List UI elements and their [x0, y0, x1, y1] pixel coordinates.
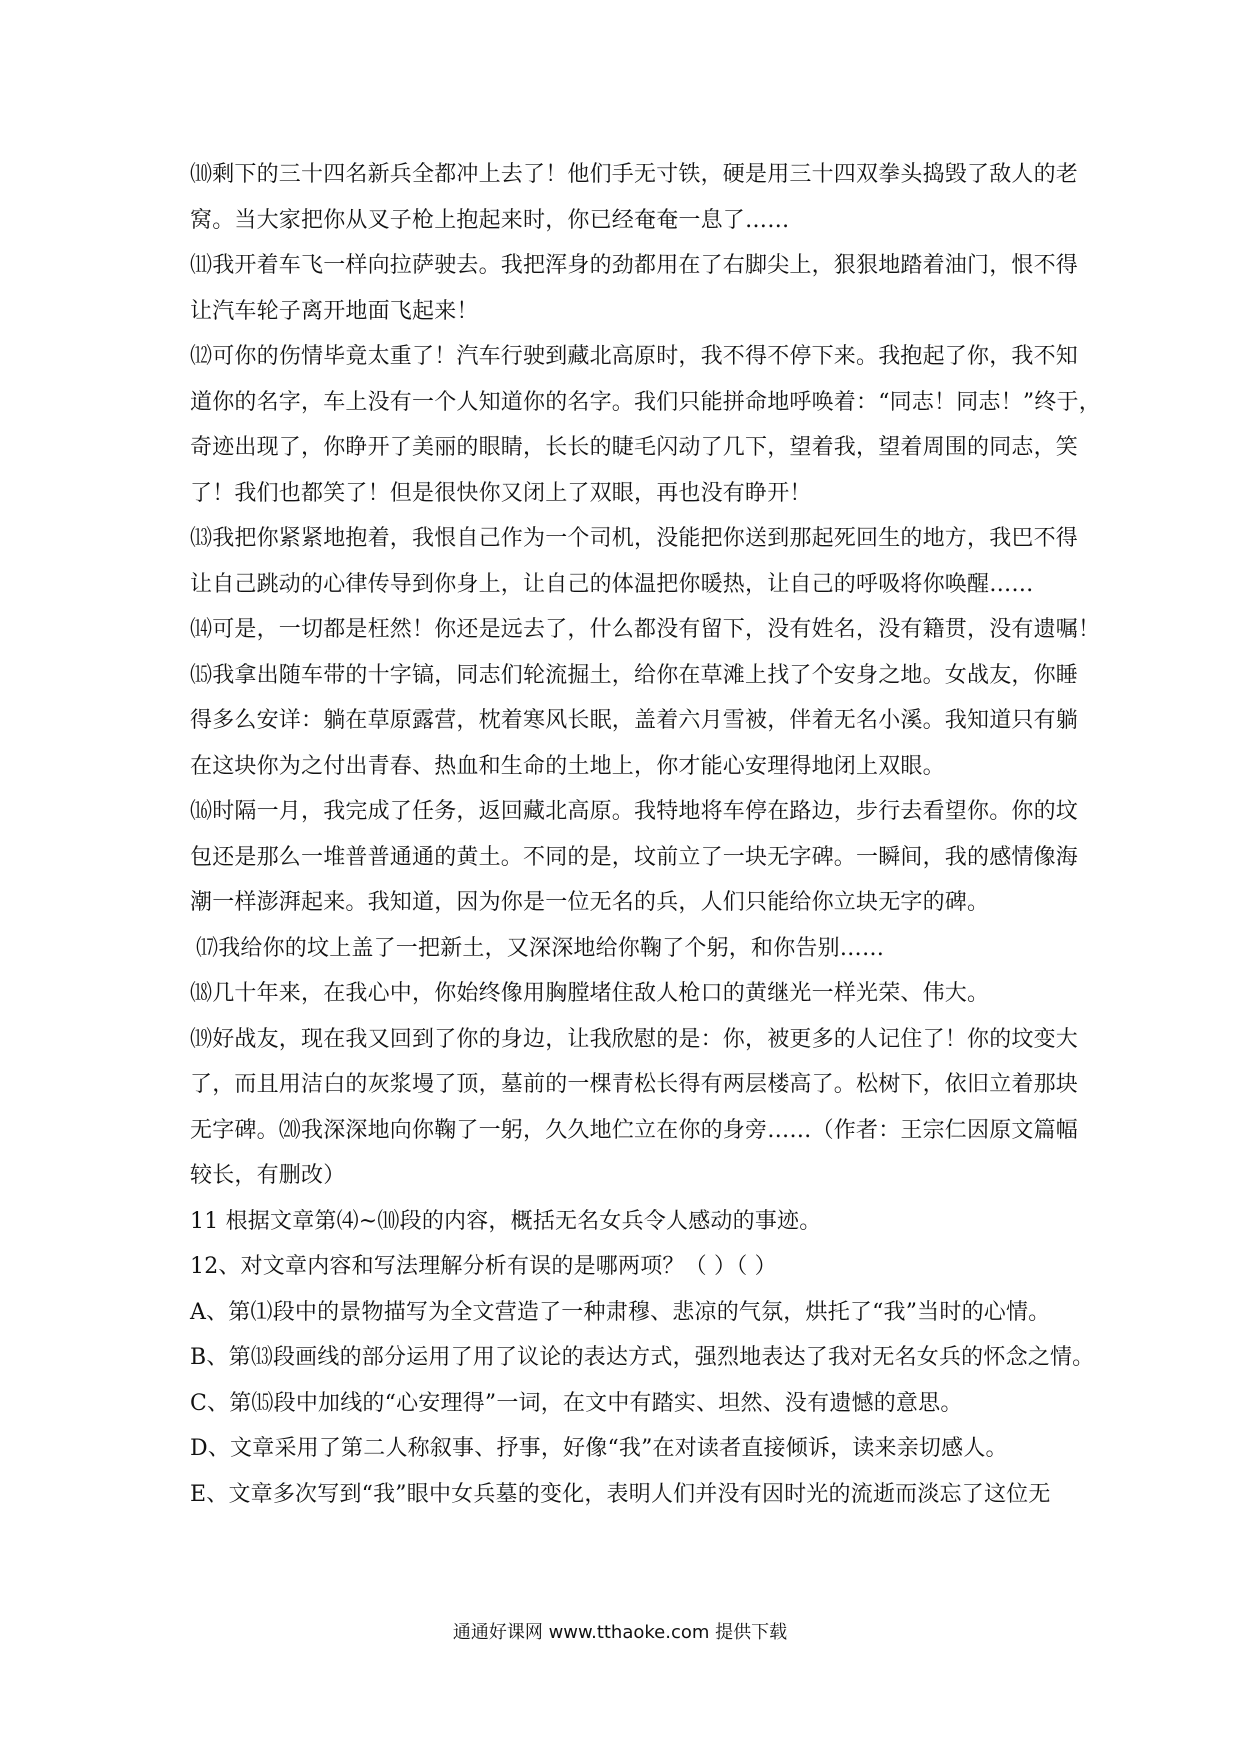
text-line: 较长，有删改） [190, 1163, 346, 1188]
text-line: 了！我们也都笑了！但是很快你又闭上了双眼，再也没有睁开！ [190, 480, 812, 506]
article-body [190, 152, 1101, 1517]
text-line: 得多么安详：躺在草原露营，枕着寒风长眠，盖着六月雪被，伴着无名小溪。我知道只有躺 [190, 708, 1079, 733]
text-line: ⒀我把你紧紧地抱着，我恨自己作为一个司机，没能把你送到那起死回生的地方，我巴不得 [190, 526, 1079, 551]
page-footer: 通通好课网 www.tthaoke.com 提供下载 [452, 1622, 788, 1643]
text-line: 了，而且用洁白的灰浆墁了顶，墓前的一棵青松长得有两层楼高了。松树下，依旧立着那块 [190, 1072, 1079, 1097]
text-line: 让自己跳动的心律传导到你身上，让自己的体温把你暖热，让自己的呼吸将你唤醒…… [190, 571, 1034, 597]
text-line: ⑽剩下的三十四名新兵全都冲上去了！他们手无寸铁，硬是用三十四双拳头捣毁了敌人的老 [190, 162, 1079, 187]
option-b: B、第⒀段画线的部分运用了用了议论的表达方式，强烈地表达了我对无名女兵的怀念之情。 [190, 1345, 1095, 1370]
text-line: ⑾我开着车飞一样向拉萨驶去。我把浑身的劲都用在了右脚尖上，狠狠地踏着油门，恨不得 [190, 253, 1079, 278]
option-e: E、文章多次写到“我”眼中女兵墓的变化，表明人们并没有因时光的流逝而淡忘了这位无 [190, 1481, 1051, 1507]
text-line: 让汽车轮子离开地面飞起来！ [190, 298, 479, 324]
text-line: ⑿可你的伤情毕竟太重了！汽车行驶到藏北高原时，我不得不停下来。我抱起了你，我不知 [190, 344, 1079, 369]
text-line: 奇迹出现了，你睁开了美丽的眼睛，长长的睫毛闪动了几下，望着我，望着周围的同志，笑 [190, 435, 1079, 460]
text-line: ⒄我给你的坟上盖了一把新土，又深深地给你鞠了个躬，和你告别…… [196, 935, 885, 961]
text-line: 在这块你为之付出青春、热血和生命的土地上，你才能心安理得地闭上双眼。 [190, 753, 945, 779]
text-line: ⒅几十年来，在我心中，你始终像用胸膛堵住敌人枪口的黄继光一样光荣、伟大。 [190, 981, 990, 1006]
text-line: 道你的名字，车上没有一个人知道你的名字。我们只能拼命地呼唤着：“同志！同志！”终于， [190, 389, 1101, 415]
text-line: 无字碑。⒇我深深地向你鞠了一躬，久久地伫立在你的身旁……（作者：王宗仁因原文篇幅 [190, 1117, 1079, 1143]
option-c: C、第⒂段中加线的“心安理得”一词，在文中有踏实、坦然、没有遗憾的意思。 [190, 1390, 963, 1416]
text-line: 潮一样澎湃起来。我知道，因为你是一位无名的兵，人们只能给你立块无字的碑。 [190, 890, 990, 915]
question-12: 12、对文章内容和写法理解分析有误的是哪两项？（ ）（ ） [190, 1254, 777, 1279]
option-a: A、第⑴段中的景物描写为全文营造了一种肃穆、悲凉的气氛，烘托了“我”当时的心情。 [190, 1299, 1051, 1325]
text-line: ⒆好战友，现在我又回到了你的身边，让我欣慰的是：你，被更多的人记住了！你的坟变大 [190, 1026, 1079, 1052]
text-line: 包还是那么一堆普普通通的黄土。不同的是，坟前立了一块无字碑。一瞬间，我的感情像海 [190, 844, 1079, 870]
question-11: 11 根据文章第⑷~⑽段的内容，概括无名女兵令人感动的事迹。 [190, 1208, 822, 1234]
text-line: ⒁可是，一切都是枉然！你还是远去了，什么都没有留下，没有姓名，没有籍贯，没有遗嘱！ [190, 617, 1101, 642]
text-line: ⒂我拿出随车带的十字镐，同志们轮流掘土，给你在草滩上找了个安身之地。女战友，你睡 [190, 662, 1079, 688]
option-d: D、文章采用了第二人称叙事、抒事，好像“我”在对读者直接倾诉，读来亲切感人。 [190, 1436, 1008, 1461]
text-line: ⒃时隔一月，我完成了任务，返回藏北高原。我特地将车停在路边，步行去看望你。你的坟 [190, 799, 1079, 824]
text-line: 窝。当大家把你从叉子枪上抱起来时，你已经奄奄一息了…… [190, 207, 790, 233]
